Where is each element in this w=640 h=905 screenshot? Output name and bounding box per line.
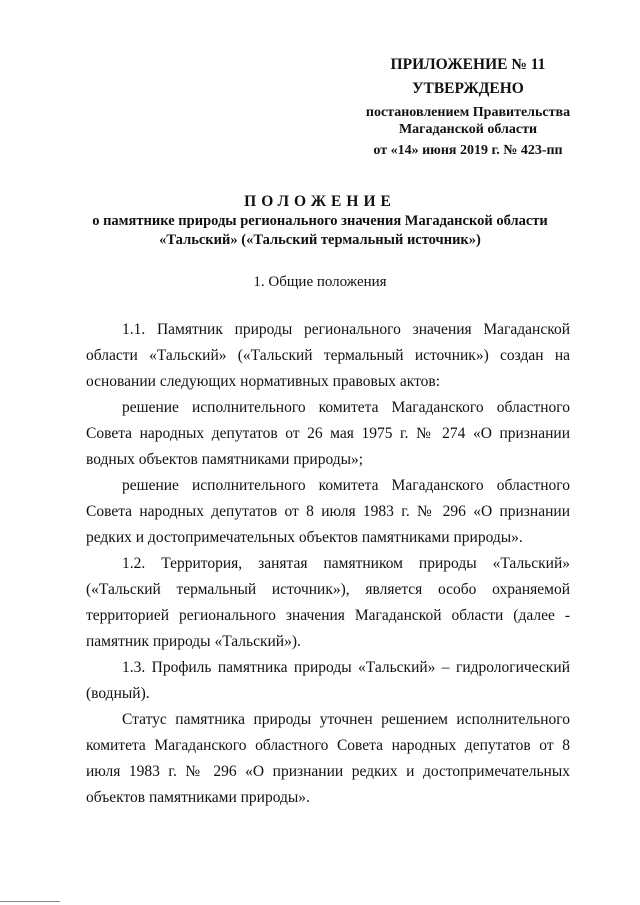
document-title-block xyxy=(60,192,580,250)
footer-divider xyxy=(0,901,60,902)
approval-stamp-block xyxy=(348,54,588,159)
approved-label: УТВЕРЖДЕНО xyxy=(412,80,524,97)
document-subtitle-line-2: «Тальский» («Тальский термальный источник») xyxy=(159,232,481,248)
paragraph-1-1: 1.1. Памятник природы регионального значения Магаданской области «Тальский» («Тальский термальный источник») создан на основании следующих нормативных правовых актов: xyxy=(86,321,570,390)
resolution-line-2: Магаданской области xyxy=(398,122,538,137)
document-subtitle-line-1: о памятнике природы регионального значения Магаданской области xyxy=(92,213,548,229)
resolution-line-1: постановлением Правительства xyxy=(365,105,571,120)
document-body xyxy=(86,317,570,811)
paragraph-1-3: 1.3. Профиль памятника природы «Тальский» – гидрологический (водный). xyxy=(86,659,570,702)
paragraph-1-2: 1.2. Территория, занятая памятником природы «Тальский» («Тальский термальный источник»), является особо охраняемой территорией регионального значения Магаданской области (далее - памятник природы «Тальский»). xyxy=(86,555,570,650)
section-title: 1. Общие положения xyxy=(253,274,387,290)
paragraph-decision-1983: решение исполнительного комитета Магаданского областного Совета народных депутатов от 8 июля 1983 г. № 296 «О признании редких и достопримечательных объектов памятниками природы». xyxy=(86,477,570,546)
document-heading: ПОЛОЖЕНИЕ xyxy=(244,193,396,210)
paragraph-status: Статус памятника природы уточнен решением исполнительного комитета Магаданского областного Совета народных депутатов от 8 июля 1983 г. № 296 «О признании редких и достопримечательных объектов памятниками природы». xyxy=(86,711,570,806)
resolution-date: от «14» июня 2019 г. № 423-пп xyxy=(373,143,563,158)
appendix-number: ПРИЛОЖЕНИЕ № 11 xyxy=(390,56,546,73)
paragraph-decision-1975: решение исполнительного комитета Магаданского областного Совета народных депутатов от 26 мая 1975 г. № 274 «О признании водных объектов памятниками природы»; xyxy=(86,399,570,468)
